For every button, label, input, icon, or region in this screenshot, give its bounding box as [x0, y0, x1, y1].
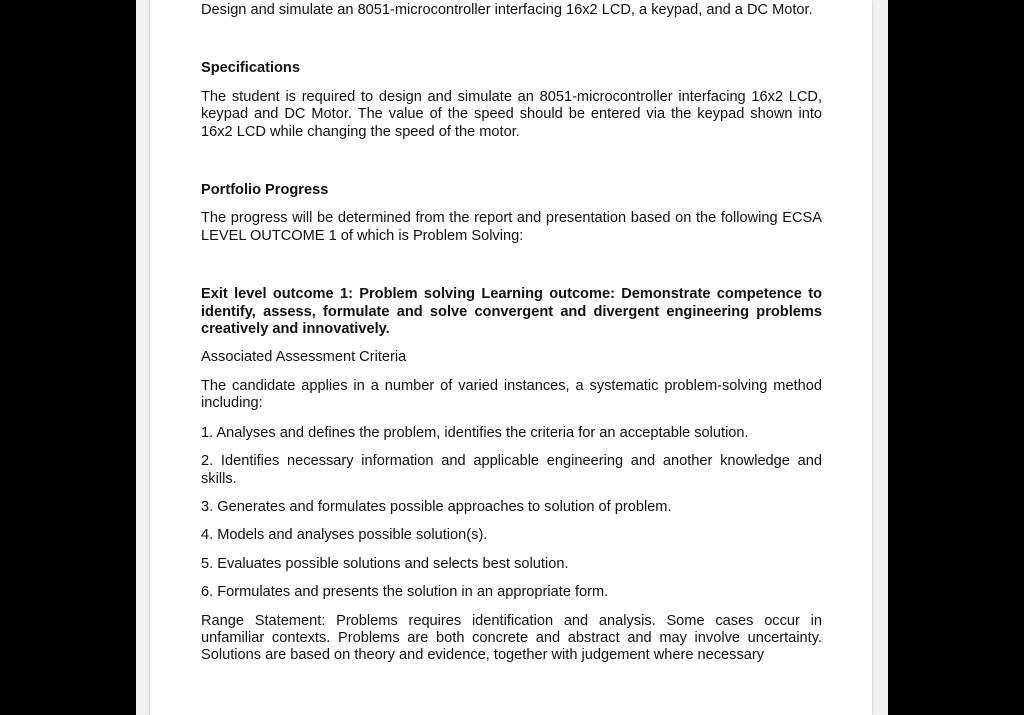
- criteria-item: 6. Formulates and presents the solution in an appropriate form.: [201, 584, 609, 601]
- candidate-paragraph: The candidate applies in a number of varied instances, a systematic problem-solving method including:: [201, 377, 822, 412]
- exit-outcome-paragraph: Exit level outcome 1: Problem solving Learning outcome: Demonstrate competence to identify, assess, formulate and solve convergent and divergent engineering problems creatively and innovatively.: [201, 286, 822, 338]
- intro-paragraph: Design and simulate an 8051-microcontroller interfacing 16x2 LCD, a keypad, and a DC Motor.: [201, 2, 813, 18]
- specifications-heading: Specifications: [201, 60, 300, 77]
- portfolio-paragraph: The progress will be determined from the report and presentation based on the following ECSA LEVEL OUTCOME 1 of which is Problem Solving:: [201, 210, 822, 244]
- criteria-item: 3. Generates and formulates possible approaches to solution of problem.: [201, 498, 672, 515]
- portfolio-heading: Portfolio Progress: [201, 182, 329, 199]
- criteria-item: 4. Models and analyses possible solution(s).: [201, 527, 488, 544]
- criteria-item: 1. Analyses and defines the problem, identifies the criteria for an acceptable solution.: [201, 424, 749, 441]
- specifications-paragraph: The student is required to design and simulate an 8051-microcontroller interfacing 16x2 LCD, keypad and DC Motor. The value of the speed should be entered via the keypad shown into 16x2 LCD while changing the speed of the motor.: [201, 88, 822, 140]
- page-content: [201, 2, 822, 665]
- assessment-heading: Associated Assessment Criteria: [201, 349, 407, 366]
- range-statement-paragraph: Range Statement: Problems requires identification and analysis. Some cases occur in unfamiliar contexts. Problems are both concrete and abstract and may involve uncertainty. Solutions are based on theory and evidence, together with judgement where necessary: [201, 612, 822, 664]
- criteria-item: 5. Evaluates possible solutions and selects best solution.: [201, 555, 569, 572]
- criteria-item: 2. Identifies necessary information and applicable engineering and another knowledge and skills.: [201, 453, 822, 487]
- document-page[interactable]: [150, 0, 872, 715]
